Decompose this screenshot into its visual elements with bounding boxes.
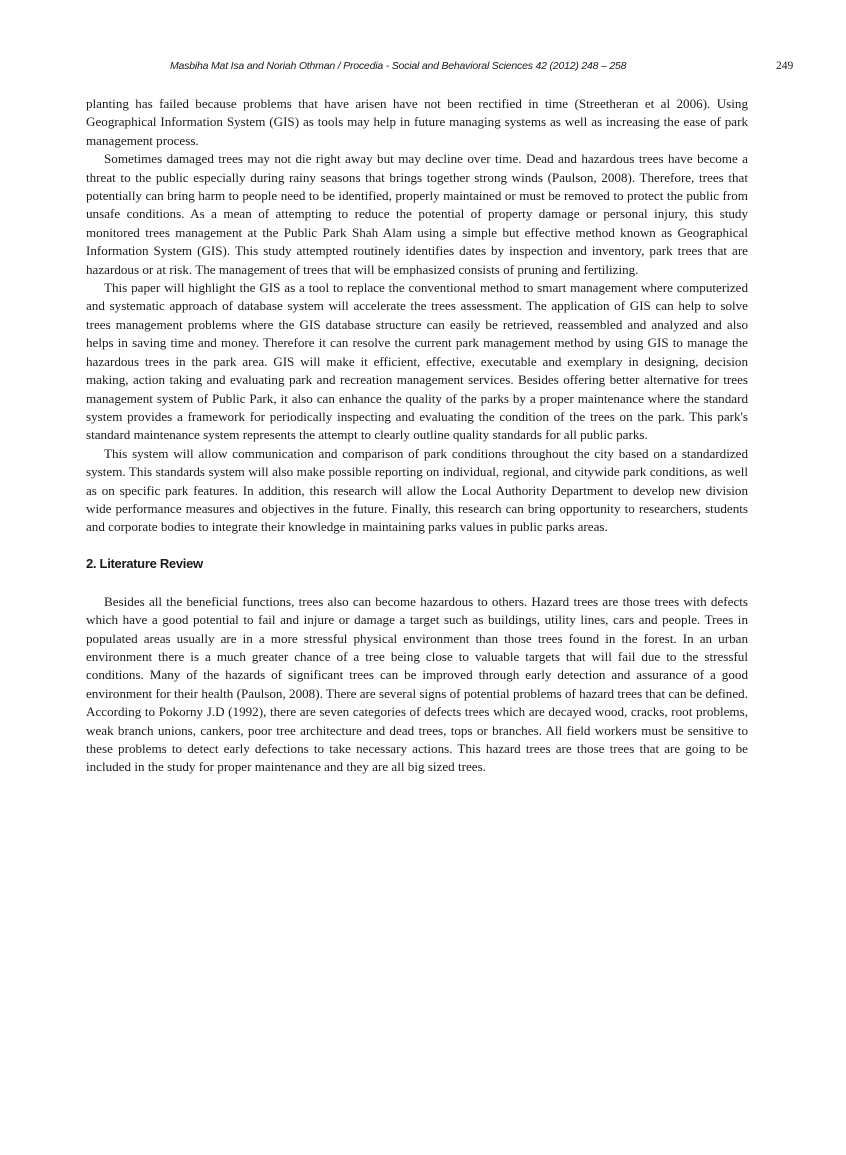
page-number: 249 xyxy=(776,60,794,72)
paragraph-gis-tool: This paper will highlight the GIS as a tool to replace the conventional method to smart management where computerized and systematic approach of database system will accelerate the trees assessment. The application of GIS can help to solve trees management problems where the GIS database structure can easily be retrieved, reassembled and analyzed and also helps in saving time and money. Therefore it can resolve the current park management method by using GIS to manage the hazardous trees in the park area. GIS will make it efficient, effective, executable and exemplary in designing, decision making, action taking and evaluating park and recreation management services. Besides offering better alternative for trees management system of Public Park, it also can enhance the quality of the parks by a proper maintenance where the standard system provides a framework for periodically inspecting and evaluating the condition of the trees on the park. This park's standard maintenance system represents the attempt to clearly outline quality standards for all public parks. xyxy=(86,280,748,443)
journal-citation: Masbiha Mat Isa and Noriah Othman / Procedia - Social and Behavioral Sciences 42 (2012) 248 – 258 xyxy=(170,60,627,72)
paragraph-hazard-trees: Besides all the beneficial functions, trees also can become hazardous to others. Hazard trees are those trees with defects which have a good potential to fail and injure or damage a target such as buildings, utility lines, cars and people. Trees in populated areas usually are in a more stressful physical environment than those trees found in the forest. In an urban environment there is a much greater chance of a tree being close to valuable targets that will fail due to the stressful conditions. Many of the hazards of significant trees can be improved through early detection and assurance of a good environment for their health (Paulson, 2008). There are several signs of potential problems of hazard trees that can be defined. According to Pokorny J.D (1992), there are seven categories of defects trees which are decayed wood, cracks, root problems, weak branch unions, cankers, poor tree architecture and dead trees, tops or branches. All field workers must be sensitive to these problems to detect early defections to take necessary actions. This hazard trees are those trees that are going to be included in the study for proper maintenance and they are all big sized trees. xyxy=(86,593,748,775)
paragraph-standardized-system: This system will allow communication and comparison of park conditions throughout the city based on a standardized system. This standards system will also make possible reporting on individual, regional, and citywide park conditions, as well as on specific park features. In addition, this research will allow the Local Authority Department to develop new division wide performance measures and objectives in the future. Finally, this research can bring opportunity to researchers, students and corporate bodies to integrate their knowledge in maintaining parks values in public parks areas. xyxy=(86,445,748,535)
paragraph-continued: planting has failed because problems that have arisen have not been rectified in time (Streetheran et al 2006). Using Geographical Information System (GIS) as tools may help in future managing systems as well as increasing the ease of park management process. xyxy=(86,96,748,148)
body-text xyxy=(86,95,748,777)
paragraph-damaged-trees: Sometimes damaged trees may not die right away but may decline over time. Dead and hazardous trees have become a threat to the public especially during rainy seasons that brings together strong winds (Paulson, 2008). Therefore, trees that potentially can bring harm to people need to be identified, properly maintained or must be removed to protect the public from unsafe conditions. As a mean of attempting to reduce the potential of property damage or personal injury, this study monitored trees management at the Public Park Shah Alam using a simple but effective method known as Geographical Information System (GIS). This study attempted routinely identifies dates by inspection and inventory, park trees that are hazardous or at risk. The management of trees that will be emphasized consists of pruning and fertilizing. xyxy=(86,151,748,277)
running-head xyxy=(86,58,748,74)
section-heading-literature-review: 2. Literature Review xyxy=(86,555,203,571)
